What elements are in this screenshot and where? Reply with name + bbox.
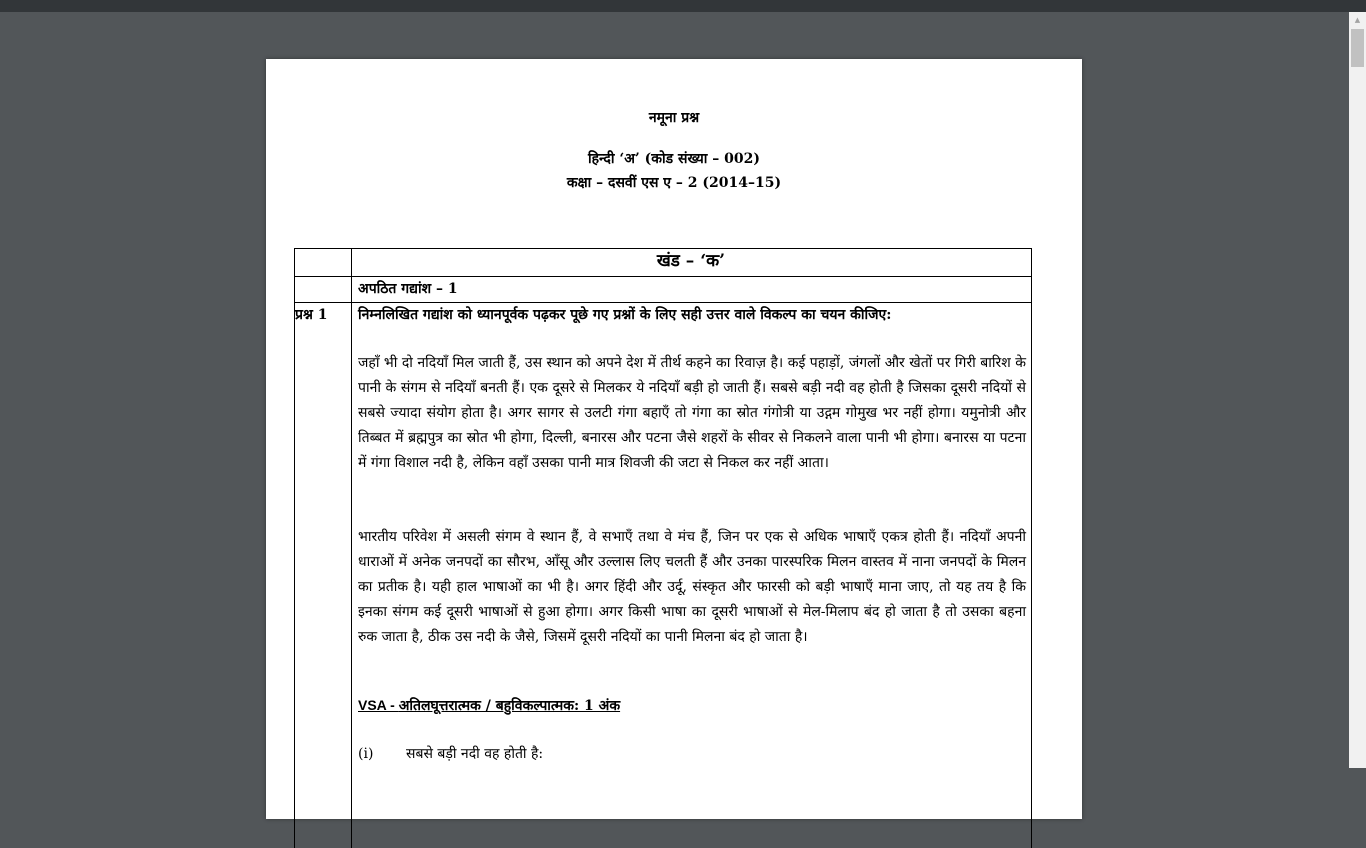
vsa-heading <box>358 695 620 716</box>
subject-line: हिन्दी ‘अ’ (कोड संख्या – 002) <box>588 151 760 167</box>
scroll-up-arrow-icon[interactable]: ▲ <box>1354 16 1361 24</box>
table-divider <box>294 302 1032 303</box>
scrollbar-thumb[interactable] <box>1351 29 1364 67</box>
document-title: नमूना प्रश्न <box>648 110 700 126</box>
question-instruction: निम्नलिखित गद्यांश को ध्यानपूर्वक पढ़कर पूछे गए प्रश्नों के लिए सही उत्तर वाले विकल्प का चयन कीजिए: <box>358 307 892 323</box>
class-line: कक्षा – दसवीं एस ए – 2 (2014–15) <box>566 175 782 191</box>
pdf-page <box>266 59 1082 819</box>
table-border-right <box>1031 248 1032 848</box>
sub-question-number: (i) <box>358 746 374 762</box>
viewer-top-toolbar <box>0 0 1366 12</box>
question-number: प्रश्न 1 <box>295 307 328 323</box>
vsa-heading-hi: अतिलघूत्तरात्मक / बहुविकल्पात्मक: 1 अंक <box>398 698 621 714</box>
table-column-divider <box>351 248 352 848</box>
passage-paragraph-2: भारतीय परिवेश में असली संगम वे स्थान हैं, वे सभाएँ तथा वे मंच हैं, जिन पर एक से अधिक भाषाएँ एकत्र होती हैं। नदियाँ अपनी धाराओं में अनेक जनपदों का सौरभ, आँसू और उल्लास लिए चलती हैं और उनका पारस्परिक मिलन वास्तव में नाना जनपदों के मिलन का प्रतीक है। यही हाल भाषाओं का भी है। अगर हिंदी और उर्दू, संस्कृत और फारसी को बड़ी भाषाएँ माना जाए, तो यह तय है कि इनका संगम कई दूसरी भाषाओं से हुआ होगा। अगर किसी भाषा का दूसरी भाषाओं से मेल-मिलाप बंद हो जाता है तो उसका बहना रुक जाता है, ठीक उस नदी के जैसे, जिसमें दूसरी नदियों का पानी मिलना बंद हो जाता है। <box>358 529 1026 645</box>
vertical-scrollbar[interactable] <box>1349 12 1366 768</box>
sub-question-text: सबसे बड़ी नदी वह होती है: <box>406 746 544 762</box>
table-border-left <box>294 248 295 848</box>
passage-paragraph-1: जहाँ भी दो नदियाँ मिल जाती हैं, उस स्थान को अपने देश में तीर्थ कहने का रिवाज़ है। कई पहाड़ों, जंगलों और खेतों पर गिरी बारिश के पानी के संगम से नदियाँ बनती हैं। एक दूसरे से मिलकर ये नदियाँ बड़ी हो जाती हैं। सबसे बड़ी नदी वह होती है जिसका दूसरी नदियों से सबसे ज्यादा संयोग होता है। अगर सागर से उलटी गंगा बहाएँ तो गंगा का स्रोत गंगोत्री या उद्गम गोमुख भर नहीं होगा। यमुनोत्री और तिब्बत में ब्रह्मपुत्र का स्रोत भी होगा, दिल्ली, बनारस और पटना जैसे शहरों के सीवर से निकलने वाला पानी भी होगा। बनारस या पटना में गंगा विशाल नदी है, लेकिन वहाँ उसका पानी मात्र शिवजी की जटा से निकल कर नहीं आता। <box>358 355 1026 471</box>
vsa-heading-en: VSA - <box>358 697 399 713</box>
table-divider <box>294 276 1032 277</box>
section-title: खंड – ‘क’ <box>656 251 726 271</box>
unseen-passage-label: अपठित गद्यांश – 1 <box>358 281 458 297</box>
